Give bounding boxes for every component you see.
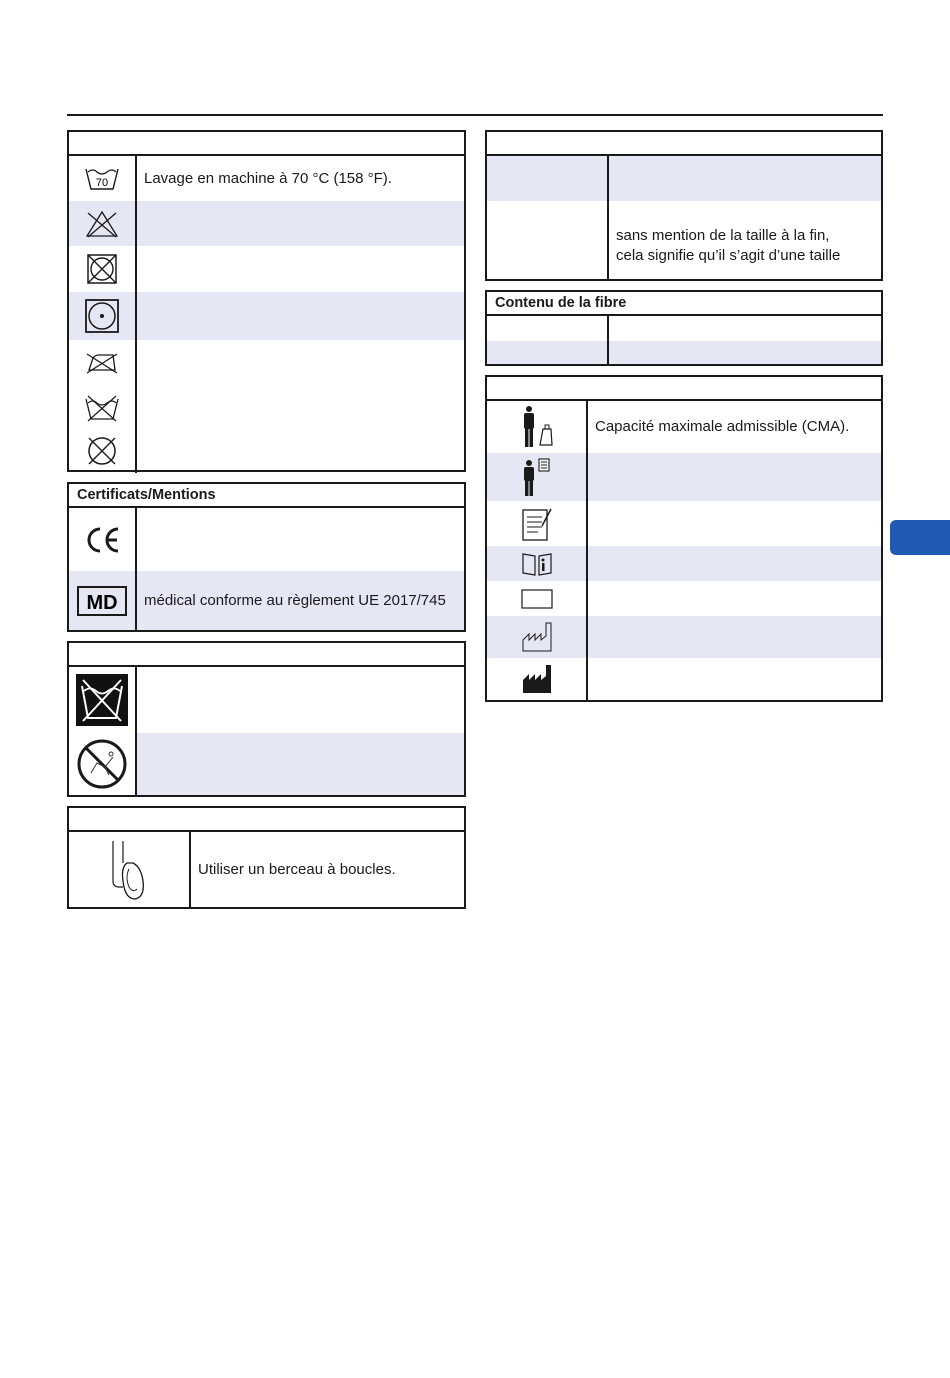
info-header (487, 377, 881, 401)
row-text (137, 201, 464, 246)
do-not-wash-icon (69, 386, 137, 429)
table-row (69, 201, 464, 246)
size-left-cell (487, 201, 609, 279)
md-mark-icon (69, 571, 137, 630)
md-text: médical conforme au règlement UE 2017/745 (144, 591, 446, 609)
washing-header (69, 132, 464, 156)
manufacture-date-icon (487, 616, 588, 658)
certificates-header: Certificats/Mentions (69, 484, 464, 508)
warnings-table (67, 641, 466, 797)
table-row (487, 501, 881, 546)
table-row (69, 832, 464, 907)
table-row (69, 340, 464, 386)
tumble-dry-low-icon (69, 292, 137, 340)
row-text (588, 658, 881, 700)
do-not-tumble-dry-icon (69, 246, 137, 292)
table-row (69, 508, 464, 571)
svg-text:70: 70 (95, 176, 109, 189)
row-text (137, 386, 464, 429)
table-row (69, 156, 464, 201)
warnings-header (69, 643, 464, 667)
svg-text:MD: MD (86, 591, 118, 614)
row-text (609, 341, 881, 364)
table-row (487, 316, 881, 341)
loop-sling-icon (69, 832, 191, 907)
row-text (137, 733, 464, 795)
do-not-wash-black-icon (69, 667, 137, 733)
row-text (137, 667, 464, 733)
row-text (137, 292, 464, 340)
table-row (487, 546, 881, 581)
wash-70-text: Lavage en machine à 70 °C (158 °F). (144, 169, 392, 187)
row-text (588, 616, 881, 658)
max-load-icon (487, 401, 588, 453)
table-row (69, 246, 464, 292)
shaded-group (69, 386, 464, 473)
top-rule (67, 114, 883, 116)
chapter-tab[interactable] (890, 520, 950, 555)
size-text (609, 201, 881, 279)
table-row (487, 581, 881, 616)
manufacturer-icon (487, 658, 588, 700)
patient-info-icon (487, 453, 588, 501)
size-table (485, 130, 883, 281)
row-text (588, 453, 881, 501)
row-text (588, 581, 881, 616)
row-text (137, 340, 464, 386)
notes-icon (487, 501, 588, 546)
size-left-cell (487, 156, 609, 201)
table-row (487, 156, 881, 201)
row-text (609, 156, 881, 201)
row-text (609, 316, 881, 341)
table-row (69, 292, 464, 340)
row-text (137, 508, 464, 571)
wash-70-icon (69, 156, 137, 201)
blank-box-icon (487, 581, 588, 616)
table-row (69, 386, 464, 429)
table-row (487, 401, 881, 453)
size-text-line1: sans mention de la taille à la fin, (616, 227, 830, 244)
max-load-text: Capacité maximale admissible (CMA). (595, 418, 850, 435)
table-row (69, 733, 464, 795)
info-table (485, 375, 883, 702)
instructions-icon (487, 546, 588, 581)
certificates-table (67, 482, 466, 632)
table-row (69, 571, 464, 630)
fiber-left-cell (487, 316, 609, 341)
table-row (487, 453, 881, 501)
size-text-line2: cela signifie qu’il s’agit d’une taille (616, 247, 841, 264)
table-row (487, 658, 881, 700)
row-text (137, 246, 464, 292)
row-text (588, 501, 881, 546)
table-row (487, 201, 881, 279)
table-row (69, 667, 464, 733)
prohibition-icon (69, 733, 137, 795)
size-header (487, 132, 881, 156)
fiber-left-cell (487, 341, 609, 364)
ce-mark-icon (69, 508, 137, 571)
row-text (588, 546, 881, 581)
do-not-dry-clean-icon (69, 429, 137, 473)
fiber-table (485, 290, 883, 366)
row-text (137, 429, 464, 473)
do-not-bleach-icon (69, 201, 137, 246)
sling-table (67, 806, 466, 909)
washing-table (67, 130, 466, 472)
table-row (487, 616, 881, 658)
sling-text: Utiliser un berceau à boucles. (198, 860, 396, 878)
fiber-header: Contenu de la fibre (487, 292, 881, 316)
sling-header (69, 808, 464, 832)
do-not-iron-icon (69, 340, 137, 386)
table-row (69, 429, 464, 473)
table-row (487, 341, 881, 364)
